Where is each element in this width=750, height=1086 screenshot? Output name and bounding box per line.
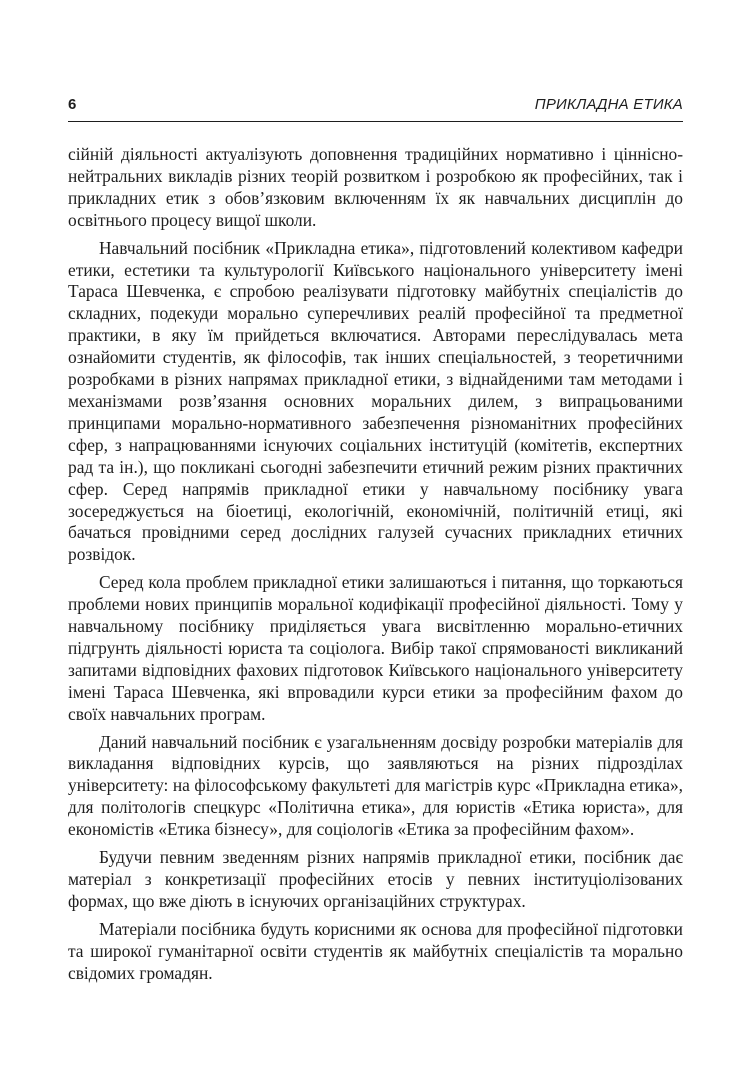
page-number: 6 [68,96,77,113]
paragraph: Серед кола проблем прикладної етики залишаються і питання, що торкаються проблеми нових принципів моральної кодифікації професійної діяльності. Тому у навчальному посібнику приділяється увага висвітленню морально-етичних підгрунть діяльності юриста та соціолога. Вибір такої спрямованості викликаний запитами відповідних фахових підготовок Київського національного університету імені Тараса Шевченка, які впровадили курси етики за професійним фахом до своїх навчальних програм. [68,572,683,724]
header-rule [68,121,683,122]
paragraph: Будучи певним зведенням різних напрямів прикладної етики, посібник дає матеріал з конкретизації професійних етосів у певних інституціолізованих формах, що вже діють в існуючих організаційних структурах. [68,847,683,911]
body-text [68,144,683,991]
running-header [68,96,683,120]
paragraph: Навчальний посібник «Прикладна етика», підготовлений колективом кафедри етики, естетики та культурології Київського національного університету імені Тараса Шевченка, є спробою реалізувати підготовку майбутніх спеціалістів до складних, подекуди морально суперечливих реалій професійної та предметної практики, в яку їм прийдеться включатися. Авторами переслідувалась мета ознайомити студентів, як філософів, так інших спеціальностей, з теоретичними розробками в різних напрямах прикладної етики, з віднайденими там методами і механізмами розв’язання основних моральних дилем, з випрацьованими принципами морально-нормативного забезпечення різноманітних професійних сфер, з напрацюваннями існуючих соціальних інституцій (комітетів, експертних рад та ін.), що покликані сьогодні забезпечити етичний режим різних практичних сфер. Серед напрямів прикладної етики у навчальному посібнику увага зосереджується на біоетиці, екологічній, економічній, політичній етиці, які бачаться провідними серед дослідних галузей сучасних прикладних етичних розвідок. [68,237,683,565]
running-title: ПРИКЛАДНА ЕТИКА [534,96,683,113]
paragraph: Матеріали посібника будуть корисними як основа для професійної підготовки та широкої гуманітарної освіти студентів як майбутніх спеціалістів та морально свідомих громадян. [68,918,683,983]
paragraph-continuation: сійній діяльності актуалізують доповнення традиційних нормативно і ціннісно-нейтральних викладів різних теорій розвитком і розробкою як професійних, так і прикладних етик з обов’язковим включенням їх як навчальних дисциплін до освітнього процесу вищої школи. [68,144,683,230]
paragraph: Даний навчальний посібник є узагальненням досвіду розробки матеріалів для викладання відповідних курсів, що заявляються на різних підрозділах університету: на філософському факультеті для магістрів курс «Прикладна етика», для політологів спецкурс «Політична етика», для юристів «Етика юриста», для економістів «Етика бізнесу», для соціологів «Етика за професійним фахом». [68,731,683,840]
